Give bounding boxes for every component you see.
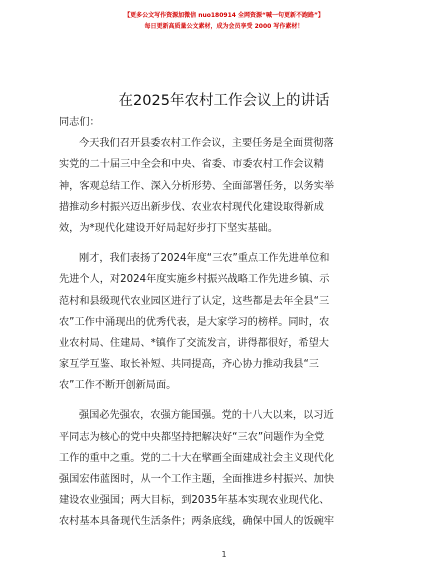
document-title: 在2025年农村工作会议上的讲话 [118,93,330,109]
paragraph-line: 业农村局、住建局、*镇作了交流发言，讲得都很好，希望大 [59,337,329,349]
paragraph-line: 农”工作不断开创新局面。 [59,380,177,392]
paragraph-1 [59,133,393,239]
paragraph-line: 实党的二十届三中全会和中央、省委、市委农村工作会议精 [59,159,324,171]
paragraph-line: 效，为*现代化建设开好局起好步打下坚实基础。 [59,222,279,234]
paragraph-line: 农村基本具备现代生活条件；两条底线，确保中国人的饭碗牢 [59,516,335,528]
paragraph-line: 今天我们召开县委农村工作会议，主要任务是全面贯彻落 [79,138,334,150]
paragraph-line: 神，客观总结工作、深入分析形势、全面部署任务，以务实举 [59,180,335,192]
paragraph-line: 工作的重中之重。党的二十大在擘画全面建成社会主义现代化 [59,452,335,464]
paragraph-line: 建设农业强国；两大目标，到2035年基本实现农业现代化、 [59,495,330,507]
salutation: 同志们： [59,117,100,128]
paragraph-line: 范村和县级现代农业园区进行了认定，这些都是去年全县“三 [59,295,330,307]
paragraph-2 [59,248,393,396]
paragraph-line: 强国必先强农，农强方能国强。党的十八大以来，以习近 [79,410,334,422]
paragraph-line: 强国宏伟蓝图时，从一个工作主题，全面推进乡村振兴、加快 [59,474,335,485]
paragraph-line: 先进个人，对2024年度实施乡村振兴战略工作先进乡镇、示 [59,274,330,286]
paragraph-line: 措推动乡村振兴迈出新步伐、农业农村现代化建设取得新成 [59,201,324,213]
page-number: 1 [221,550,227,559]
paragraph-line: 刚才，我们表扬了2024年度“三农”重点工作先进单位和 [79,253,330,265]
promo-banner-line-2: 每日更新高质量公文素材，成为会员享受 2000 写作素材！ [144,23,304,30]
document-body [59,112,393,533]
promo-banner-line-1: 【更多公文写作资源加微信 nuo180914 全网资源“喊一句更新不跑路”】 [124,12,324,19]
paragraph-line: 平同志为核心的党中央都坚持把解决好“三农”问题作为全党 [59,431,325,443]
paragraph-line: 农”工作中涌现出的优秀代表，是大家学习的榜样。同时，农 [59,316,330,328]
paragraph-line: 家互学互鉴、取长补短、共同提高，齐心协力推动我县“三 [59,359,319,371]
paragraph-3 [59,405,393,532]
